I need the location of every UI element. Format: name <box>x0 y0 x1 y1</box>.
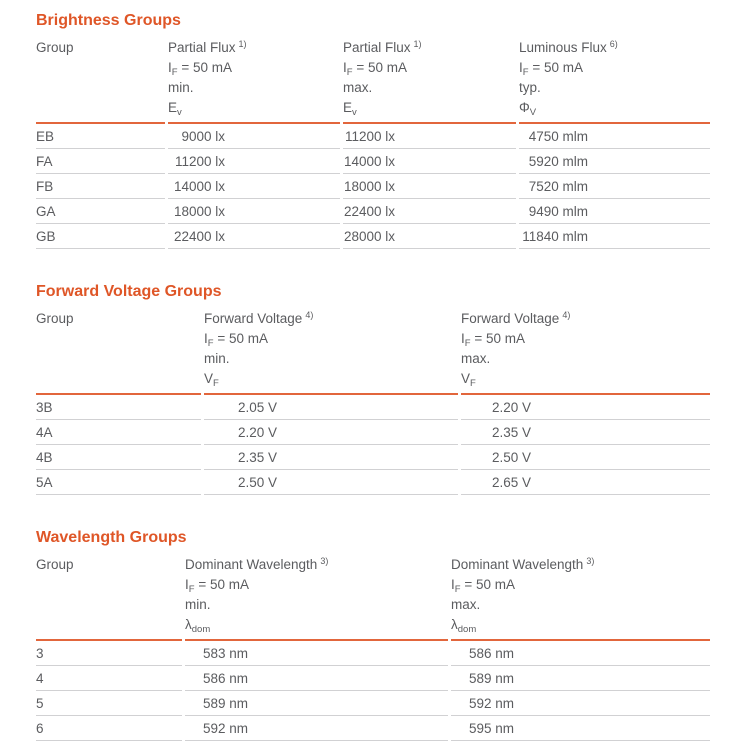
symbol-subscript: F <box>470 378 476 389</box>
forward-voltage-groups-section <box>36 283 716 495</box>
symbol-subscript: V <box>529 107 537 118</box>
brightness-groups-table <box>33 38 713 249</box>
value-cell: 7520 mlm <box>519 174 710 199</box>
group-cell: FA <box>36 149 165 174</box>
value-cell: 595 nm <box>451 716 710 741</box>
value-cell: 18000 lx <box>168 199 340 224</box>
value-cell: 9000 lx <box>168 124 340 149</box>
table-row <box>36 691 710 716</box>
header-row <box>36 309 710 395</box>
value-cell: 583 nm <box>185 641 448 666</box>
symbol-main: V <box>461 371 471 386</box>
table-row <box>36 470 710 495</box>
table-row <box>36 124 710 149</box>
value-cell: 2.50 V <box>461 445 710 470</box>
condition-symbol: I <box>204 331 208 346</box>
condition-value: = 50 mA <box>194 577 249 592</box>
condition-value: = 50 mA <box>460 577 515 592</box>
condition-symbol: I <box>185 577 189 592</box>
symbol-main: λ <box>185 617 192 632</box>
group-cell: 4B <box>36 445 201 470</box>
column-header-group <box>36 309 201 395</box>
table-row <box>36 199 710 224</box>
header-row <box>36 555 710 641</box>
quantity-symbol <box>168 98 340 118</box>
group-header-label: Group <box>36 40 74 55</box>
column-title: Forward Voltage <box>461 311 560 326</box>
test-condition <box>519 58 710 78</box>
wavelength-groups-section <box>36 529 716 741</box>
symbol-subscript: v <box>352 107 357 118</box>
column-header-forward-voltage-min <box>204 309 458 395</box>
value-cell: 14000 lx <box>343 149 516 174</box>
condition-subscript: F <box>522 67 529 78</box>
column-title: Dominant Wavelength <box>451 557 584 572</box>
value-cell: 2.35 V <box>461 420 710 445</box>
column-header-group <box>36 38 165 124</box>
limit-label: min. <box>185 597 211 612</box>
condition-symbol: I <box>519 60 523 75</box>
value-cell: 14000 lx <box>168 174 340 199</box>
column-header-group <box>36 555 182 641</box>
limit-label: typ. <box>519 80 541 95</box>
footnote-marker: 4) <box>305 310 314 320</box>
table-row <box>36 716 710 741</box>
symbol-subscript: F <box>213 378 219 389</box>
value-cell: 28000 lx <box>343 224 516 249</box>
section-title-wavelength: Wavelength Groups <box>36 529 187 546</box>
footnote-marker: 3) <box>586 556 595 566</box>
test-condition <box>461 329 710 349</box>
header-row <box>36 38 710 124</box>
group-cell: 4 <box>36 666 182 691</box>
value-cell: 592 nm <box>185 716 448 741</box>
quantity-symbol <box>343 98 516 118</box>
symbol-subscript: v <box>177 107 182 118</box>
value-cell: 2.20 V <box>461 395 710 420</box>
column-header-dominant-wavelength-min <box>185 555 448 641</box>
table-row <box>36 641 710 666</box>
symbol-main: V <box>204 371 214 386</box>
condition-subscript: F <box>346 67 353 78</box>
group-cell: FB <box>36 174 165 199</box>
condition-subscript: F <box>171 67 178 78</box>
symbol-subscript: dom <box>457 624 477 635</box>
table-row <box>36 174 710 199</box>
symbol-main: λ <box>451 617 458 632</box>
symbol-main: Φ <box>519 100 530 115</box>
value-cell: 18000 lx <box>343 174 516 199</box>
limit-label: max. <box>451 597 481 612</box>
group-header-label: Group <box>36 311 74 326</box>
column-header-dominant-wavelength-max <box>451 555 710 641</box>
condition-value: = 50 mA <box>352 60 407 75</box>
value-cell: 2.05 V <box>204 395 458 420</box>
value-cell: 586 nm <box>451 641 710 666</box>
table-row <box>36 395 710 420</box>
value-cell: 11200 lx <box>343 124 516 149</box>
table-row <box>36 420 710 445</box>
condition-symbol: I <box>461 331 465 346</box>
value-cell: 2.50 V <box>204 470 458 495</box>
table-row <box>36 224 710 249</box>
value-cell: 2.35 V <box>204 445 458 470</box>
column-title-line <box>185 555 448 575</box>
value-cell: 589 nm <box>451 666 710 691</box>
footnote-marker: 3) <box>320 556 329 566</box>
column-title-line <box>168 38 340 58</box>
section-title-forward-voltage: Forward Voltage Groups <box>36 283 222 300</box>
test-condition <box>185 575 448 595</box>
value-cell: 586 nm <box>185 666 448 691</box>
value-cell: 22400 lx <box>343 199 516 224</box>
test-condition <box>343 58 516 78</box>
footnote-marker: 6) <box>609 39 618 49</box>
group-cell: GA <box>36 199 165 224</box>
section-title-brightness: Brightness Groups <box>36 12 181 29</box>
table-row <box>36 149 710 174</box>
condition-subscript: F <box>207 338 214 349</box>
group-cell: 3 <box>36 641 182 666</box>
column-title: Partial Flux <box>168 40 236 55</box>
value-cell: 11840 mlm <box>519 224 710 249</box>
limit-label: max. <box>461 351 491 366</box>
column-title-line <box>343 38 516 58</box>
symbol-main: E <box>343 100 353 115</box>
group-cell: EB <box>36 124 165 149</box>
condition-subscript: F <box>188 584 195 595</box>
limit-label: max. <box>343 80 373 95</box>
column-title-line <box>519 38 710 58</box>
condition-value: = 50 mA <box>528 60 583 75</box>
footnote-marker: 1) <box>238 39 247 49</box>
group-cell: GB <box>36 224 165 249</box>
test-condition <box>204 329 458 349</box>
value-cell: 592 nm <box>451 691 710 716</box>
group-cell: 6 <box>36 716 182 741</box>
column-header-partial-flux-max <box>343 38 516 124</box>
quantity-symbol <box>461 369 710 389</box>
quantity-symbol <box>185 615 448 635</box>
value-cell: 9490 mlm <box>519 199 710 224</box>
group-cell: 4A <box>36 420 201 445</box>
column-header-luminous-flux <box>519 38 710 124</box>
group-cell: 3B <box>36 395 201 420</box>
footnote-marker: 1) <box>413 39 422 49</box>
test-condition <box>451 575 710 595</box>
value-cell: 2.20 V <box>204 420 458 445</box>
symbol-main: E <box>168 100 178 115</box>
value-cell: 4750 mlm <box>519 124 710 149</box>
brightness-groups-section <box>36 12 716 249</box>
value-cell: 11200 lx <box>168 149 340 174</box>
table-row <box>36 666 710 691</box>
group-cell: 5A <box>36 470 201 495</box>
column-header-forward-voltage-max <box>461 309 710 395</box>
quantity-symbol <box>519 98 710 118</box>
condition-value: = 50 mA <box>213 331 268 346</box>
forward-voltage-groups-table <box>33 309 713 495</box>
wavelength-groups-table <box>33 555 713 741</box>
footnote-marker: 4) <box>562 310 571 320</box>
condition-subscript: F <box>454 584 461 595</box>
column-header-partial-flux-min <box>168 38 340 124</box>
value-cell: 2.65 V <box>461 470 710 495</box>
limit-label: min. <box>168 80 194 95</box>
value-cell: 5920 mlm <box>519 149 710 174</box>
condition-symbol: I <box>451 577 455 592</box>
condition-subscript: F <box>464 338 471 349</box>
group-cell: 5 <box>36 691 182 716</box>
column-title-line <box>451 555 710 575</box>
table-row <box>36 445 710 470</box>
condition-symbol: I <box>168 60 172 75</box>
test-condition <box>168 58 340 78</box>
condition-symbol: I <box>343 60 347 75</box>
symbol-subscript: dom <box>191 624 211 635</box>
column-title: Partial Flux <box>343 40 411 55</box>
column-title: Forward Voltage <box>204 311 303 326</box>
value-cell: 589 nm <box>185 691 448 716</box>
quantity-symbol <box>204 369 458 389</box>
column-title: Luminous Flux <box>519 40 607 55</box>
quantity-symbol <box>451 615 710 635</box>
group-header-label: Group <box>36 557 74 572</box>
column-title-line <box>204 309 458 329</box>
column-title: Dominant Wavelength <box>185 557 318 572</box>
limit-label: min. <box>204 351 230 366</box>
column-title-line <box>461 309 710 329</box>
value-cell: 22400 lx <box>168 224 340 249</box>
condition-value: = 50 mA <box>470 331 525 346</box>
condition-value: = 50 mA <box>177 60 232 75</box>
